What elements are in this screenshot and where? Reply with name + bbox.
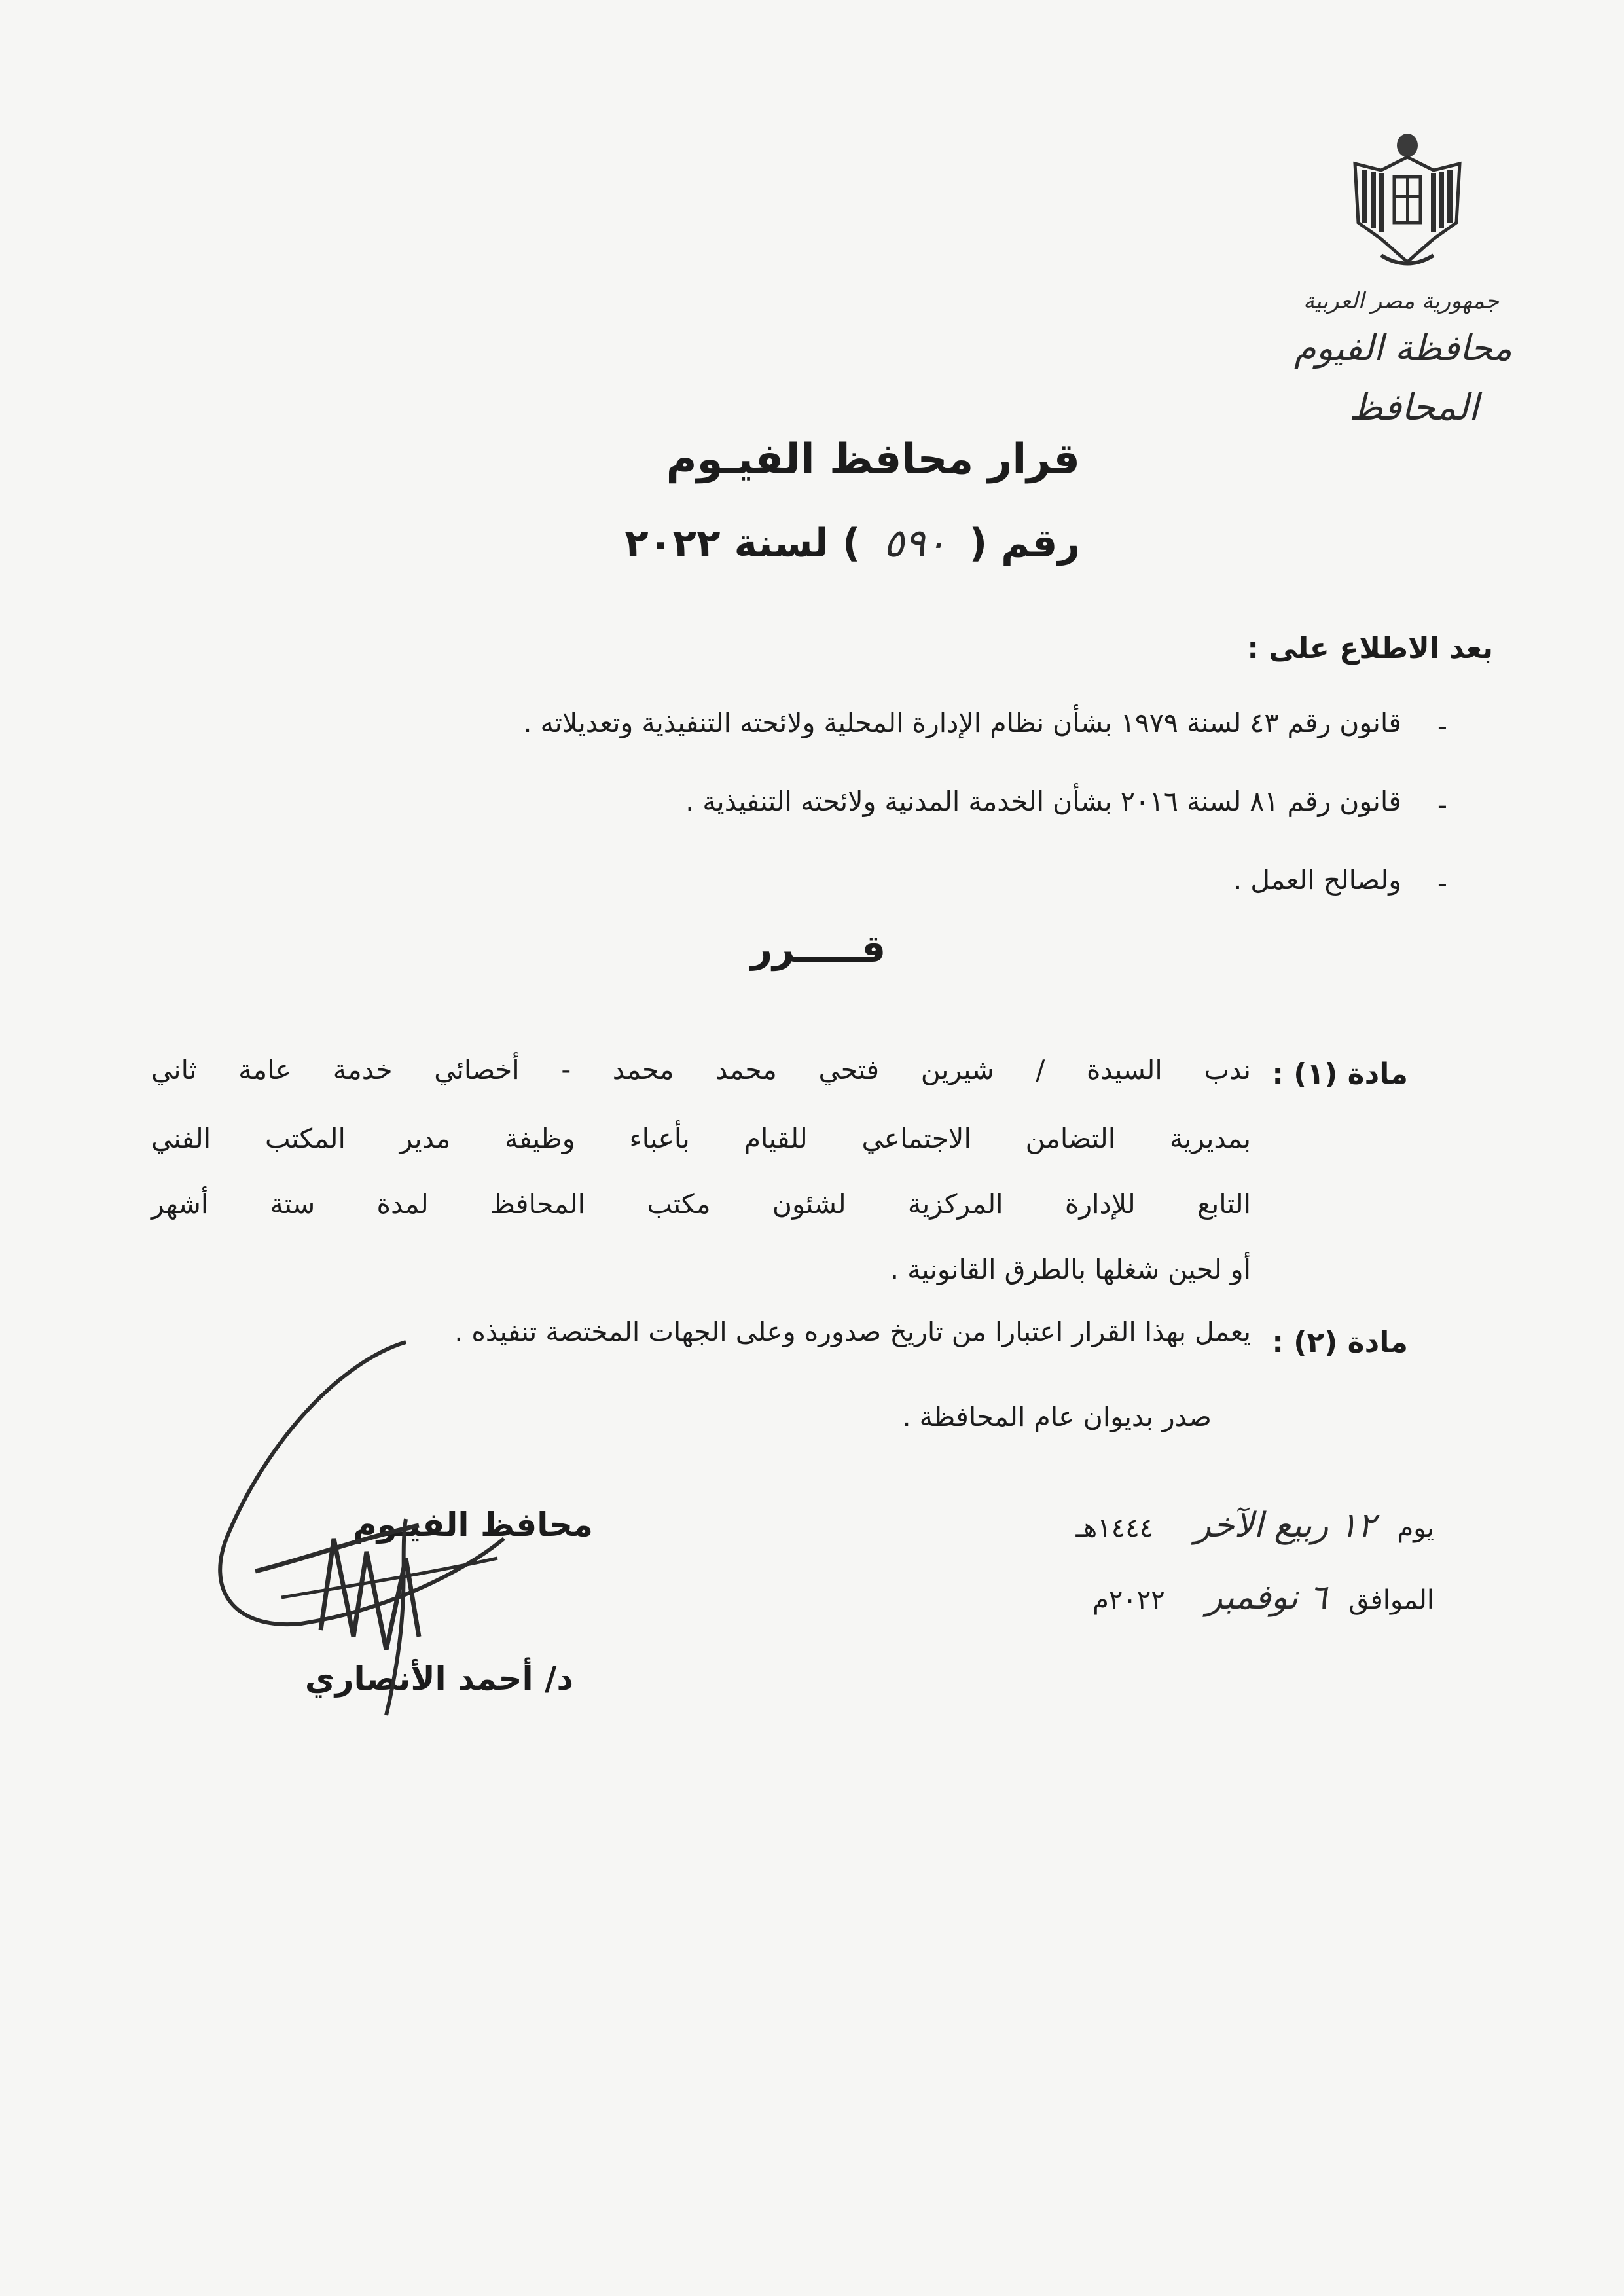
decree-number-prefix: رقم ( xyxy=(969,520,1080,566)
article-line: ندب السيدة / شيرين فتحي محمد محمد - أخصائي خدمة عامة ثاني xyxy=(151,1054,1251,1085)
eagle-emblem-icon xyxy=(1342,124,1473,275)
decision-heading: قـــــرر xyxy=(750,926,886,971)
issued-statement: صدر بديوان عام المحافظة . xyxy=(902,1401,1212,1432)
letterhead-governorate: محافظة الفيوم xyxy=(1294,327,1512,369)
article-line: أو لحين شغلها بالطرق القانونية . xyxy=(890,1254,1251,1285)
gregorian-date-handwritten: ٦ نوفمبر xyxy=(1206,1578,1327,1617)
article-line: التابع للإدارة المركزية لشئون مكتب المحافظ لمدة ستة أشهر xyxy=(151,1188,1251,1220)
hijri-year: ١٤٤٤هـ xyxy=(1075,1513,1154,1543)
article-label: مادة (٢) : xyxy=(1272,1326,1408,1359)
gregorian-year: ٢٠٢٢م xyxy=(1092,1585,1165,1615)
letterhead-governor: المحافظ xyxy=(1348,386,1479,429)
hijri-date-handwritten: ١٢ ربيع الآخر xyxy=(1194,1506,1376,1545)
signature-name: د/ أحمد الأنصاري xyxy=(304,1660,573,1698)
preamble-item: قانون رقم ٤٣ لسنة ١٩٧٩ بشأن نظام الإدارة المحلية ولائحته التنفيذية وتعديلاته . xyxy=(523,707,1401,738)
handwritten-signature xyxy=(190,1322,596,1755)
decree-number: ٥٩٠ xyxy=(883,520,947,566)
gregorian-label: الموافق xyxy=(1348,1585,1434,1615)
decree-number-line xyxy=(556,520,1080,566)
decree-number-suffix: ) لسنة ٢٠٢٢ xyxy=(624,520,861,566)
hijri-date-line xyxy=(1075,1506,1434,1545)
article-line: يعمل بهذا القرار اعتبارا من تاريخ صدوره وعلى الجهات المختصة تنفيذه . xyxy=(454,1316,1251,1347)
preamble-item: ولصالح العمل . xyxy=(1233,864,1401,896)
preamble-item: قانون رقم ٨١ لسنة ٢٠١٦ بشأن الخدمة المدنية ولائحته التنفيذية . xyxy=(685,786,1401,817)
article-label: مادة (١) : xyxy=(1272,1057,1408,1091)
preamble-heading: بعد الاطلاع على : xyxy=(1247,632,1493,665)
article-line: بمديرية التضامن الاجتماعي للقيام بأعباء وظيفة مدير المكتب الفني xyxy=(151,1123,1251,1154)
preamble-item-dash: - xyxy=(1437,867,1447,900)
signature-title: محافظ الفيـوم xyxy=(353,1506,593,1544)
decree-title: قرار محافظ الفيـوم xyxy=(666,435,1080,484)
preamble-item-dash: - xyxy=(1437,710,1447,742)
preamble-item-dash: - xyxy=(1437,789,1447,821)
letterhead-country: جمهورية مصر العربية xyxy=(1303,288,1499,314)
day-label: يوم xyxy=(1397,1513,1434,1543)
gregorian-date-line xyxy=(1092,1578,1434,1617)
